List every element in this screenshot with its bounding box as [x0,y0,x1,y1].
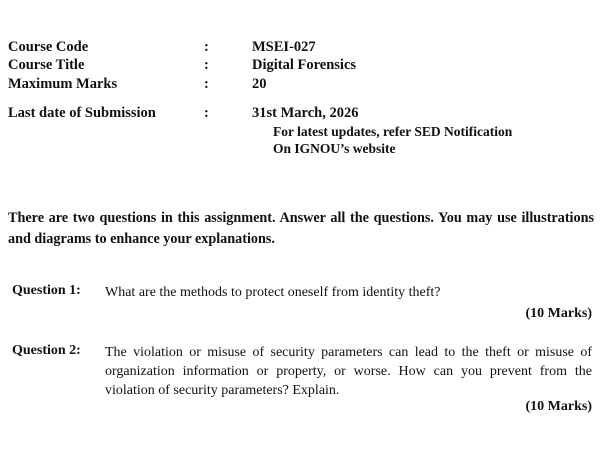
last-date-label: Last date of Submission [8,105,156,121]
max-marks-separator: : [204,76,209,92]
question-1-marks: (10 Marks) [525,306,592,321]
max-marks-value: 20 [252,76,267,92]
question-2-text: The violation or misuse of security parameters can lead to the theft or misuse of organization information or property, or worse. How can you prevent from the violation of security parameters? Explain. [105,345,592,398]
question-1-label: Question 1: [12,283,81,298]
question-1-text: What are the methods to protect oneself from identity theft? [105,285,441,300]
course-code-value: MSEI-027 [252,39,316,55]
course-code-label: Course Code [8,39,89,55]
question-2-label: Question 2: [12,343,81,358]
course-title-separator: : [204,57,209,73]
update-note-line2: On IGNOU’s website [273,141,396,156]
question-2-marks: (10 Marks) [525,399,592,414]
course-title-label: Course Title [8,57,85,73]
assignment-instructions: There are two questions in this assignment. Answer all the questions. You may use illustrations and diagrams to enhance your explanations. [8,210,594,247]
last-date-separator: : [204,105,209,121]
last-date-value: 31st March, 2026 [252,105,359,121]
course-code-separator: : [204,39,209,55]
max-marks-label: Maximum Marks [8,76,118,92]
course-title-value: Digital Forensics [252,57,357,73]
update-note-line1: For latest updates, refer SED Notification [273,124,513,139]
